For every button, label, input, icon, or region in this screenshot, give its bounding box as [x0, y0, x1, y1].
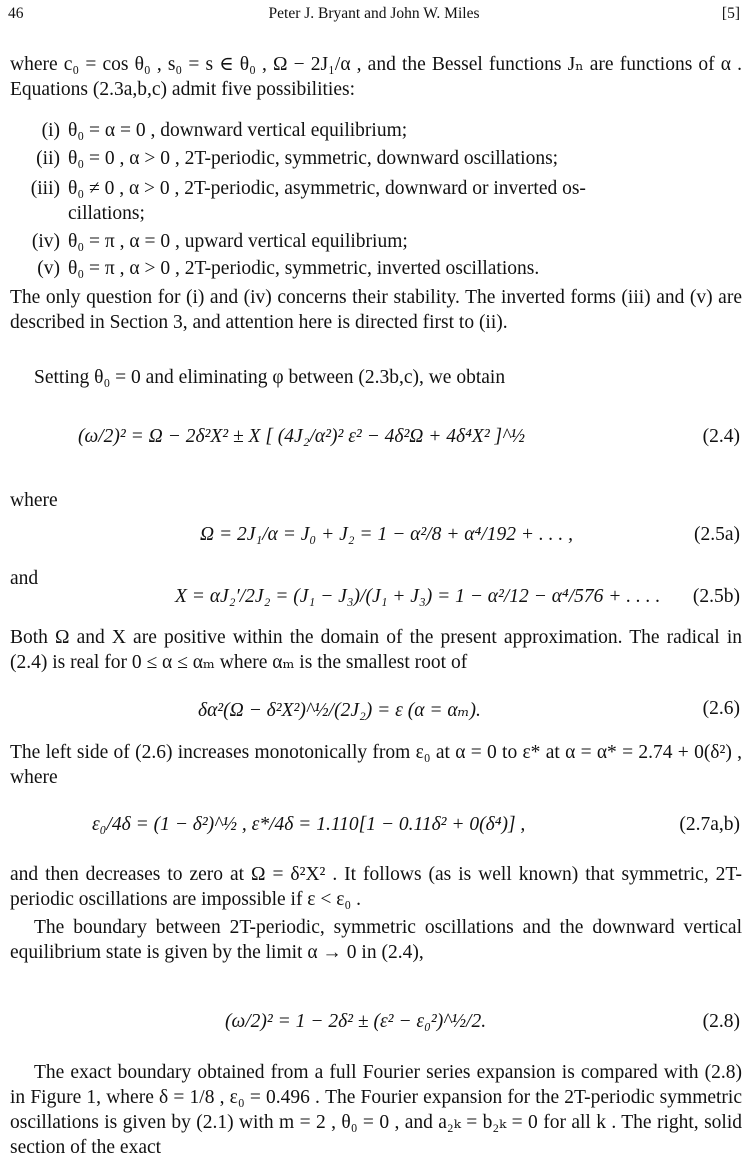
paragraph-exact-boundary: The exact boundary obtained from a full Fourier series expansion is compared with (2.8) in Figure 1, where δ = 1/8 , ε₀ = 0.496 . The Fourier expansion for the 2T-periodic symmetric oscillations is given by (2.1) with m = 2 , θ₀ = 0 , and a₂ₖ = b₂ₖ = 0 for all k . The right, solid section of the exact — [10, 1062, 742, 1158]
paragraph-stability: The only question for (i) and (iv) concerns their stability. The inverted forms (iii) and (v) are described in Section 3, and attention here is directed first to (ii). — [10, 287, 742, 333]
paragraph-setting-theta: Setting θ₀ = 0 and eliminating φ between (2.3b,c), we obtain — [34, 367, 506, 388]
equation-2-4-tag: (2.4) — [702, 426, 740, 447]
equation-2-7 — [0, 800, 754, 860]
equation-2-5a — [0, 510, 754, 570]
word-and: and — [10, 568, 39, 589]
list-item-number: (ii) — [36, 148, 60, 169]
equation-2-6-body: δα²(Ω − δ²X²)^½/(2J₂) = ε (α = αₘ). — [198, 700, 481, 721]
equation-2-7-body: ε₀/4δ = (1 − δ²)^½ , ε*/4δ = 1.110[1 − 0.11δ² + 0(δ⁴)] , — [92, 814, 526, 835]
paragraph-bessel-definitions: where c₀ = cos θ₀ , s₀ = s ∈ θ₀ , Ω − 2J₁/α , and the Bessel functions Jₙ are functions of α . Equations (2.3a,b,c) admit five possibilities: — [10, 54, 742, 100]
list-item-number: (i) — [41, 120, 60, 141]
equation-2-5b — [0, 570, 754, 630]
equation-2-8-body: (ω/2)² = 1 − 2δ² ± (ε² − ε₀²)^½/2. — [225, 1011, 487, 1032]
equation-2-5b-tag: (2.5b) — [692, 586, 740, 607]
equation-2-7-tag: (2.7a,b) — [679, 814, 740, 835]
section-marker: [5] — [721, 5, 740, 22]
page-number: 46 — [8, 5, 24, 22]
equation-2-5b-body: X = αJ₂′/2J₂ = (J₁ − J₃)/(J₁ + J₃) = 1 − α²/12 − α⁴/576 + . . . . — [175, 586, 661, 607]
paragraph-decreases: and then decreases to zero at Ω = δ²X² . It follows (as is well known) that symmetric, 2T-periodic oscillations are impossible if ε < ε₀ . — [10, 864, 742, 910]
list-item-text: θ₀ ≠ 0 , α > 0 , 2T-periodic, asymmetric, downward or inverted os- — [68, 178, 586, 199]
paragraph-positivity: Both Ω and X are positive within the domain of the present approximation. The radical in (2.4) is real for 0 ≤ α ≤ αₘ where αₘ is the smallest root of — [10, 627, 742, 673]
equation-2-6 — [0, 688, 754, 748]
equation-2-4-body: (ω/2)² = Ω − 2δ²X² ± X [ (4J₂/α²)² ε² − 4δ²Ω + 4δ⁴X² ]^½ — [78, 426, 525, 447]
word-where: where — [10, 490, 58, 511]
equation-2-8-tag: (2.8) — [702, 1011, 740, 1032]
list-item-text: θ₀ = α = 0 , downward vertical equilibrium; — [68, 120, 408, 141]
running-header — [8, 5, 740, 27]
paragraph-boundary: The boundary between 2T-periodic, symmetric oscillations and the downward vertical equilibrium state is given by the limit α → 0 in (2.4), — [10, 917, 742, 963]
equation-2-8 — [0, 1005, 754, 1065]
paragraph-monotonic: The left side of (2.6) increases monotonically from ε₀ at α = 0 to ε* at α = α* = 2.74 + 0(δ²) , where — [10, 742, 742, 788]
list-item-continuation: cillations; — [68, 203, 145, 224]
list-item-text: θ₀ = π , α = 0 , upward vertical equilibrium; — [68, 231, 408, 252]
equation-2-5a-body: Ω = 2J₁/α = J₀ + J₂ = 1 − α²/8 + α⁴/192 + . . . , — [200, 524, 573, 545]
running-authors: Peter J. Bryant and John W. Miles — [268, 5, 480, 22]
list-item-text: θ₀ = 0 , α > 0 , 2T-periodic, symmetric, downward oscillations; — [68, 148, 559, 169]
list-item-number: (iv) — [31, 231, 60, 252]
equation-2-4 — [0, 412, 754, 472]
equation-2-5a-tag: (2.5a) — [693, 524, 740, 545]
equation-2-6-tag: (2.6) — [702, 698, 740, 719]
list-item-text: θ₀ = π , α > 0 , 2T-periodic, symmetric, inverted oscillations. — [68, 258, 540, 279]
list-item-number: (v) — [37, 258, 60, 279]
list-item-number: (iii) — [30, 178, 60, 199]
